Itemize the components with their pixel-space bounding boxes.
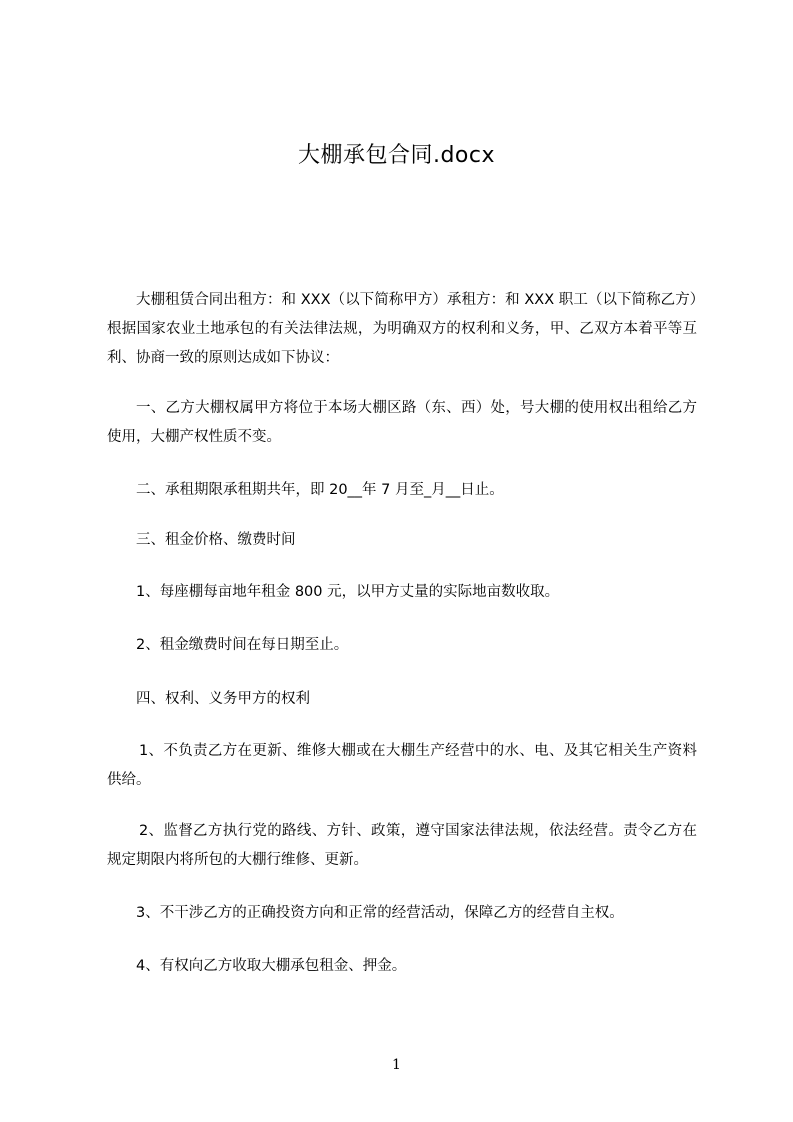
paragraph-preamble: 大棚租赁合同出租方：和 XXX（以下简称甲方）承租方：和 XXX 职工（以下简称乙方）根据国家农业土地承包的有关法律法规，为明确双方的权利和义务，甲、乙双方本着平等互利、协商一致的原则达成如下协议： — [107, 292, 697, 366]
page-number: 1 — [392, 1057, 401, 1073]
paragraph-clause-3-item-1: 1、每座棚每亩地年租金 800 元，以甲方丈量的实际地亩数收取。 — [136, 584, 560, 600]
paragraph-clause-2: 二、承租期限承租期共年，即 20__年 7 月至_月__日止。 — [136, 482, 504, 498]
paragraph-clause-1: 一、乙方大棚权属甲方将位于本场大棚区路（东、西）处，号大棚的使用权出租给乙方使用，大棚产权性质不变。 — [107, 400, 697, 445]
document-title: 大棚承包合同.docx — [297, 143, 496, 168]
paragraph-clause-3-item-2: 2、租金缴费时间在每日期至止。 — [136, 637, 349, 653]
paragraph-clause-3-heading: 三、租金价格、缴费时间 — [136, 532, 296, 548]
paragraph-clause-4-item-1: 1、不负责乙方在更新、维修大棚或在大棚生产经营中的水、电、及其它相关生产资料供给。 — [107, 743, 697, 788]
paragraph-clause-4-item-4: 4、有权向乙方收取大棚承包租金、押金。 — [136, 958, 407, 974]
paragraph-clause-4-heading: 四、权利、义务甲方的权利 — [136, 691, 310, 707]
paragraph-clause-4-item-3: 3、不干涉乙方的正确投资方向和正常的经营活动，保障乙方的经营自主权。 — [136, 905, 624, 921]
paragraph-clause-4-item-2: 2、监督乙方执行党的路线、方针、政策，遵守国家法律法规，依法经营。责令乙方在规定期限内将所包的大棚行维修、更新。 — [107, 823, 697, 868]
